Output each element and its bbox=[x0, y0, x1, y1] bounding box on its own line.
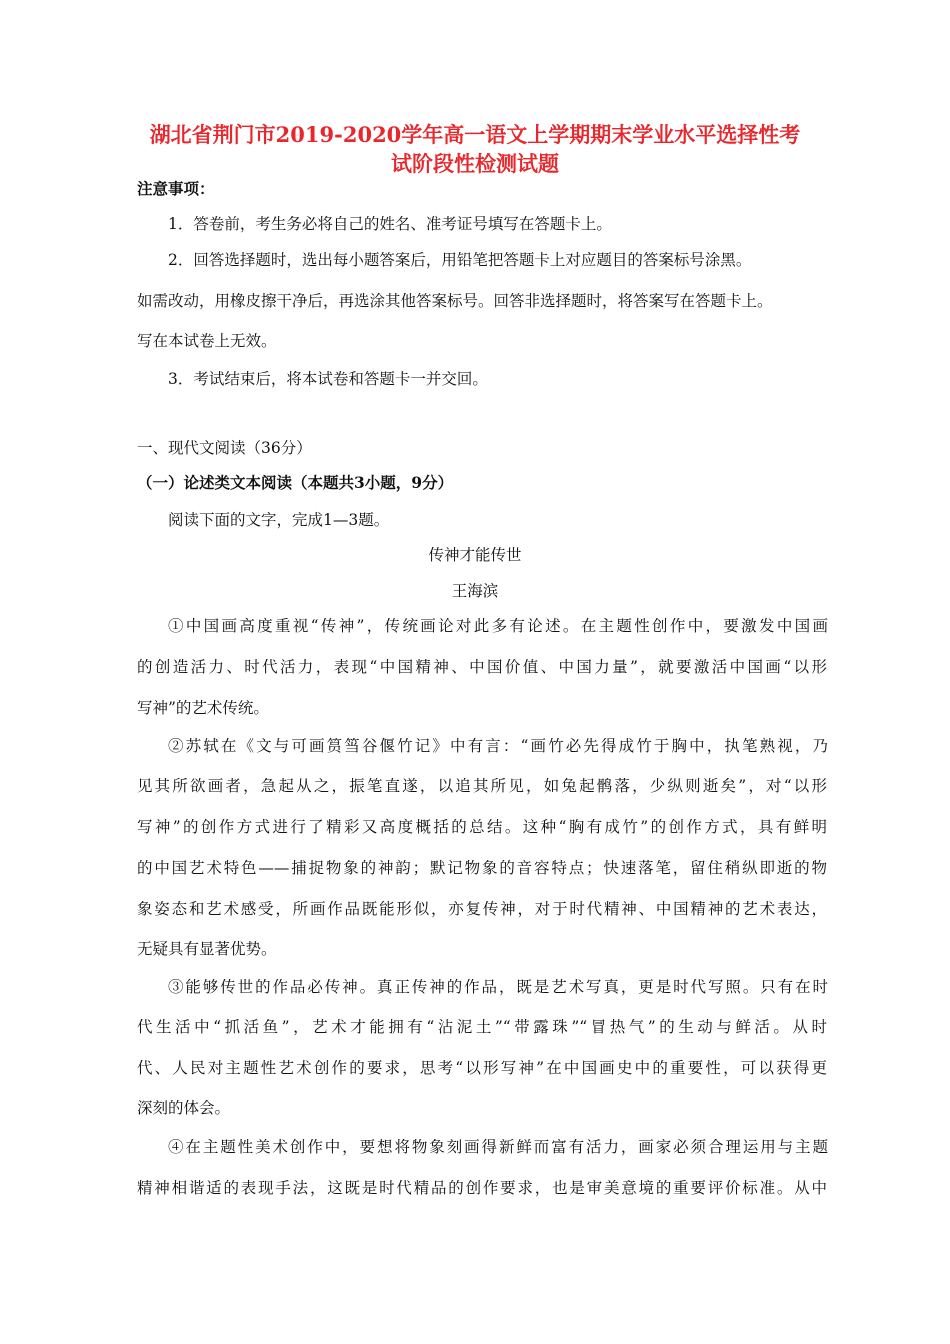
paragraph-line: ④在主题性美术创作中，要想将物象刻画得新鲜而富有活力，画家必须合理运用与主题 bbox=[168, 1138, 828, 1156]
paragraph-line: 无疑具有显著优势。 bbox=[137, 940, 277, 958]
paragraph-line: 精神相谐适的表现手法，这既是时代精品的创作要求，也是审美意境的重要评价标准。从中 bbox=[137, 1179, 827, 1197]
notice-item-1: 1．答卷前，考生务必将自己的姓名、准考证号填写在答题卡上。 bbox=[168, 215, 612, 233]
section-heading: 一、现代文阅读（36分） bbox=[137, 439, 312, 457]
notice-item-2: 2．回答选择题时，选出每小题答案后，用铅笔把答题卡上对应题目的答案标号涂黑。 bbox=[168, 251, 752, 269]
article-title: 传神才能传世 bbox=[428, 546, 522, 564]
doc-title-line-1: 湖北省荆门市2019-2020学年高一语文上学期期末学业水平选择性考 bbox=[149, 122, 801, 147]
paragraph-line: 代、人民对主题性艺术创作的要求，思考“以形写神”在中国画史中的重要性，可以获得更 bbox=[137, 1059, 827, 1077]
paragraph-line: 的创造活力、时代活力，表现“中国精神、中国价值、中国力量”，就要激活中国画“以形 bbox=[137, 658, 827, 676]
paragraph-line: 象姿态和艺术感受，所画作品既能形似，亦复传神，对于时代精神、中国精神的艺术表达， bbox=[137, 900, 827, 918]
paragraph-line: ②苏轼在《文与可画筼筜谷偃竹记》中有言：“画竹必先得成竹于胸中，执笔熟视，乃 bbox=[168, 737, 828, 755]
paragraph-line: ③能够传世的作品必传神。真正传神的作品，既是艺术写真，更是时代写照。只有在时 bbox=[168, 978, 828, 996]
reading-instruction: 阅读下面的文字，完成1—3题。 bbox=[168, 511, 390, 529]
notice-item-2-end: 写在本试卷上无效。 bbox=[137, 332, 277, 350]
paragraph-line: 代生活中“抓活鱼”，艺术才能拥有“沾泥土”“带露珠”“冒热气”的生动与鲜活。从时 bbox=[137, 1018, 827, 1036]
paragraph-line: 写神”的创作方式进行了精彩又高度概括的总结。这种“胸有成竹”的创作方式，具有鲜明 bbox=[137, 818, 827, 836]
doc-title-line-2: 试阶段性检测试题 bbox=[391, 151, 559, 176]
subsection-heading: （一）论述类文本阅读（本题共3小题，9分） bbox=[137, 473, 454, 492]
paragraph-line: 写神”的艺术传统。 bbox=[137, 699, 269, 717]
article-author: 王海滨 bbox=[451, 582, 499, 600]
notice-item-2-cont: 如需改动，用橡皮擦干净后，再选涂其他答案标号。回答非选择题时，将答案写在答题卡上。 bbox=[137, 292, 773, 310]
paragraph-line: 的中国艺术特色——捕捉物象的神韵；默记物象的音容特点；快速落笔，留住稍纵即逝的物 bbox=[137, 859, 827, 877]
paragraph-line: 深刻的体会。 bbox=[137, 1099, 231, 1117]
paragraph-line: ①中国画高度重视“传神”，传统画论对此多有论述。在主题性创作中，要激发中国画 bbox=[168, 617, 828, 635]
notice-item-3: 3．考试结束后，将本试卷和答题卡一并交回。 bbox=[168, 370, 488, 388]
paragraph-line: 见其所欲画者，急起从之，振笔直遂，以追其所见，如兔起鹘落，少纵则逝矣”，对“以形 bbox=[137, 777, 827, 795]
notice-heading: 注意事项： bbox=[137, 179, 215, 198]
